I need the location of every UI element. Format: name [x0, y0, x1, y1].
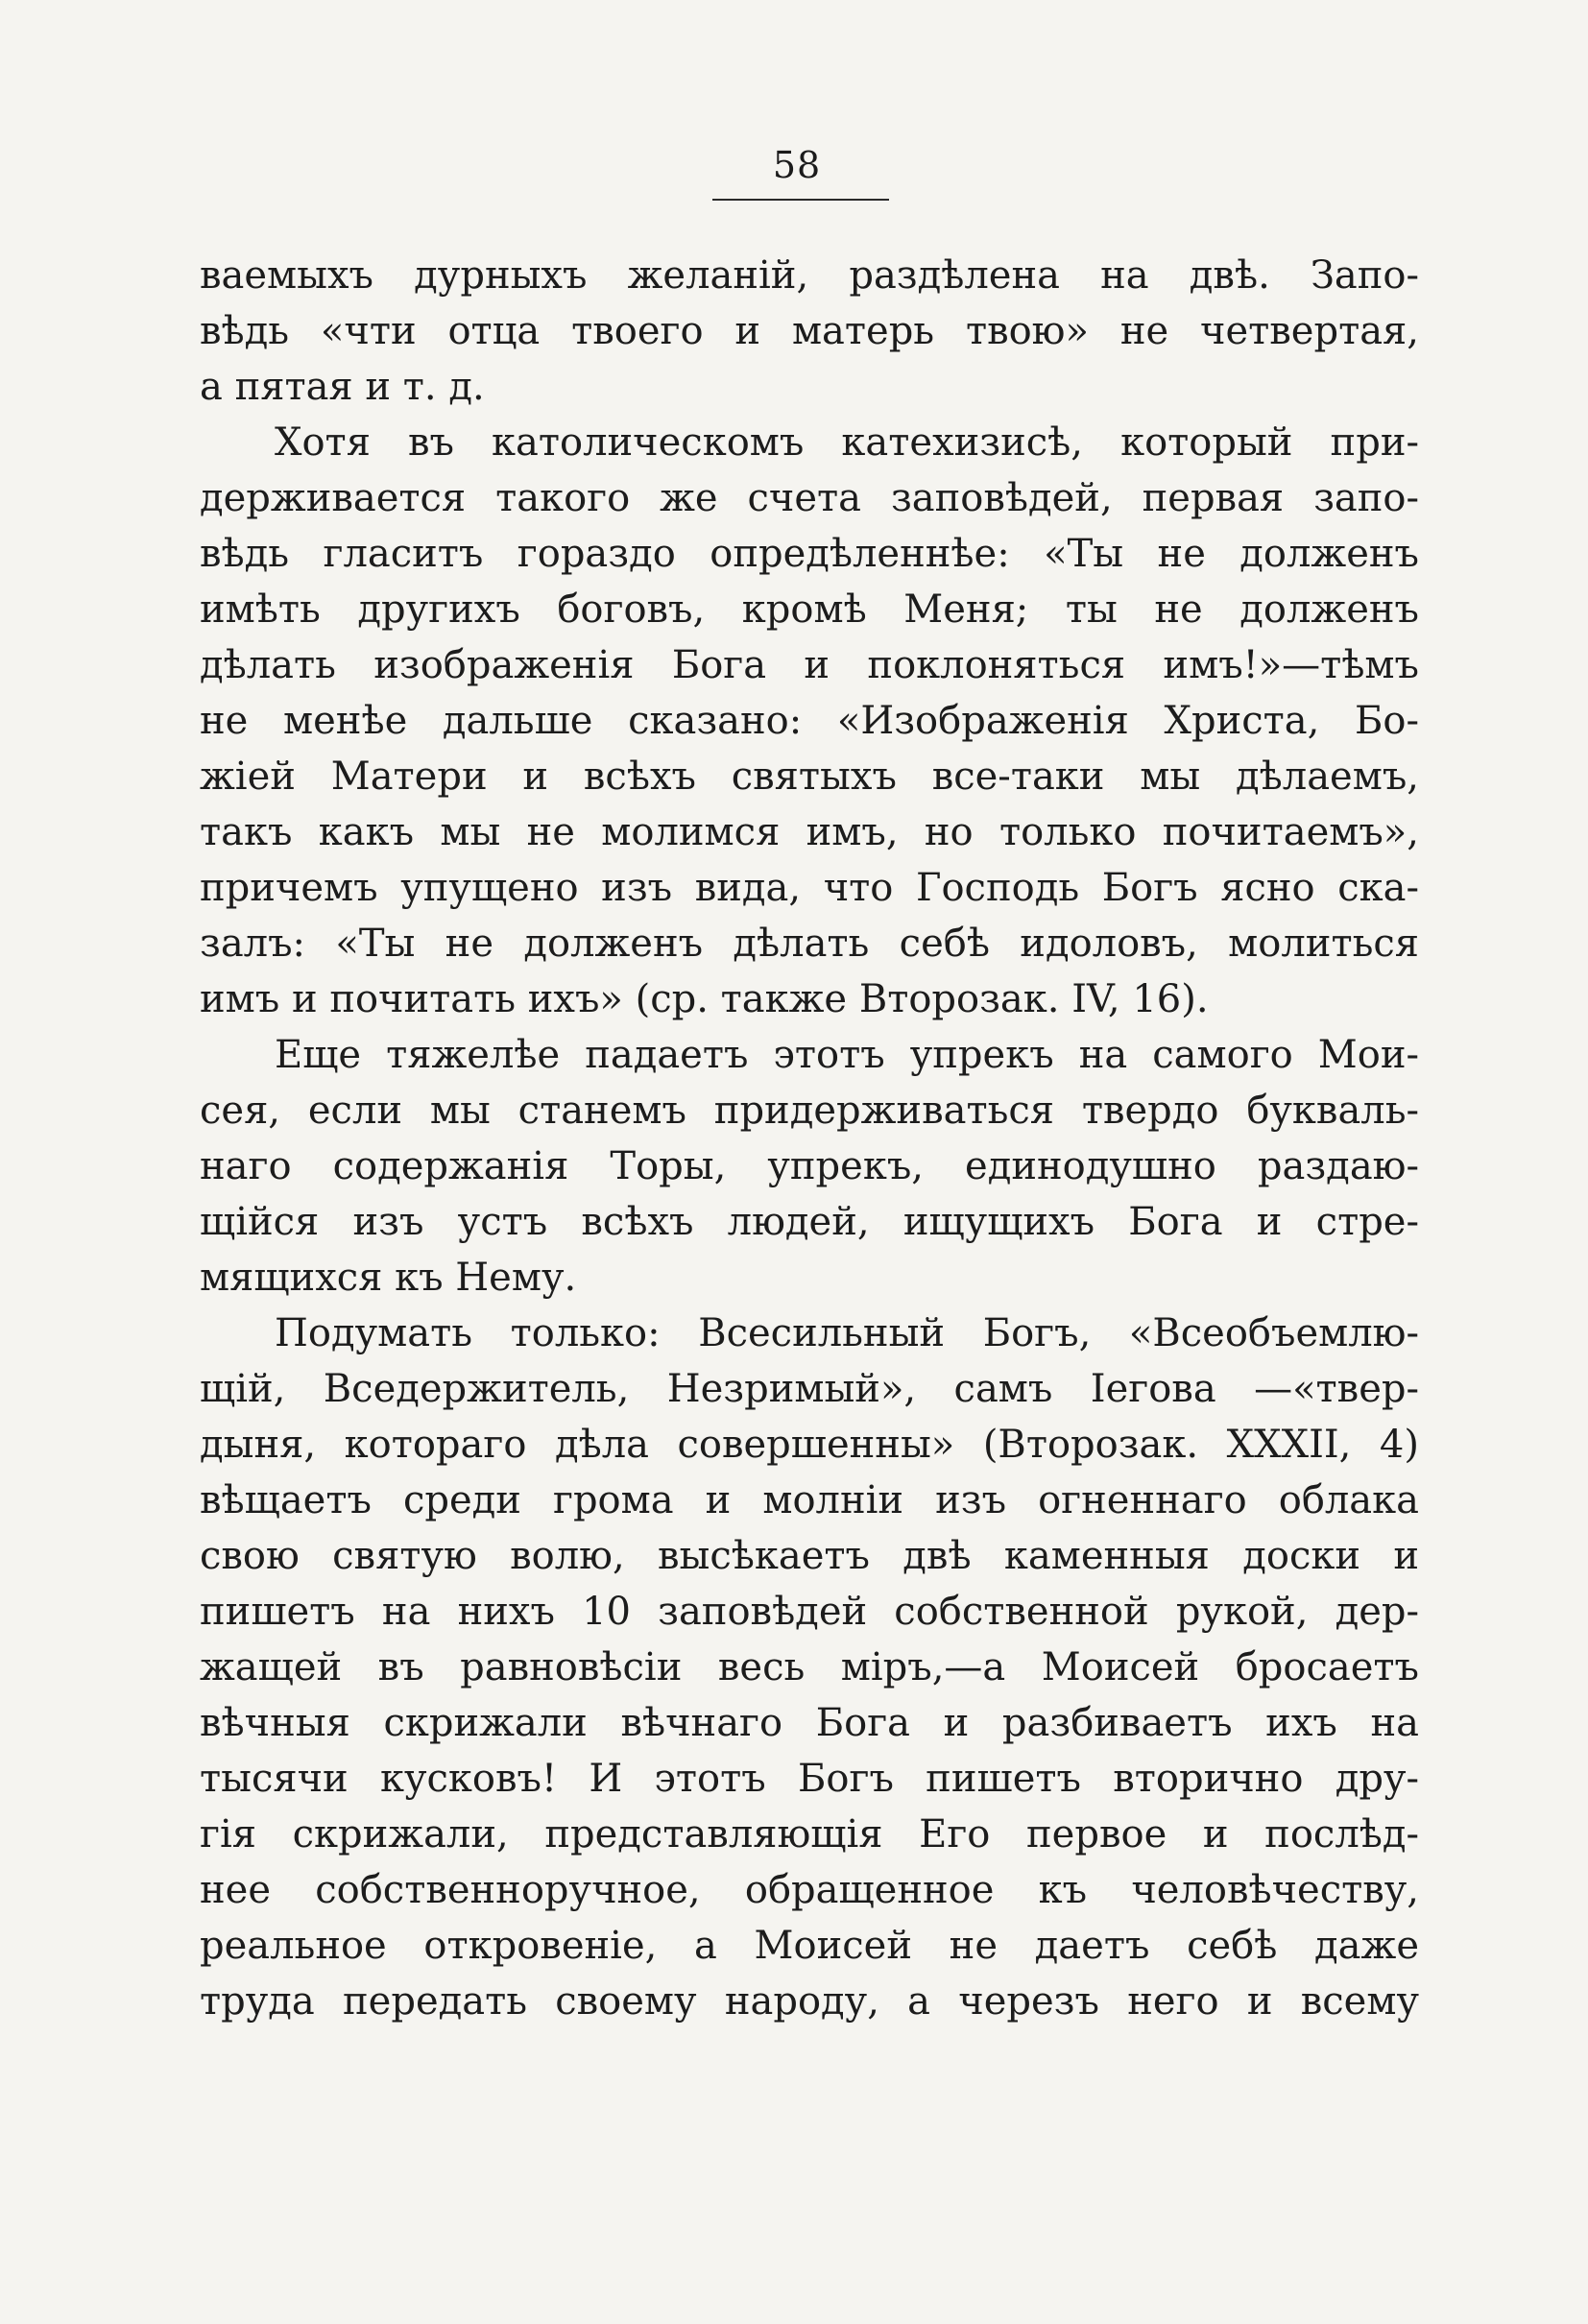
text-line: сея, если мы станемъ придерживаться твердо букваль- [200, 1089, 1419, 1133]
text-line: жащей въ равновѣсіи весь міръ,—а Моисей бросаетъ [200, 1645, 1419, 1689]
text-line: гія скрижали, представляющія Его первое и послѣд- [200, 1812, 1419, 1857]
text-line: а пятая и т. д. [200, 365, 485, 409]
text-line: наго содержанія Торы, упрекъ, единодушно раздаю- [200, 1144, 1419, 1188]
text-line: труда передать своему народу, а черезъ него и всему [200, 1979, 1419, 2024]
text-line: мящихся къ Нему. [200, 1256, 577, 1300]
text-line: причемъ упущено изъ вида, что Господь Богъ ясно ска- [200, 866, 1419, 910]
text-line: нее собственноручное, обращенное къ человѣчеству, [200, 1868, 1419, 1912]
text-line: имъ и почитать ихъ» (ср. также Второзак. IV, 16). [200, 977, 1209, 1021]
text-line: щійся изъ устъ всѣхъ людей, ищущихъ Бога и стре- [200, 1200, 1419, 1244]
text-line: вѣчныя скрижали вѣчнаго Бога и разбиваетъ ихъ на [200, 1701, 1419, 1745]
text-line: держивается такого же счета заповѣдей, первая запо- [200, 476, 1419, 520]
text-line: реальное откровеніе, а Моисей не даетъ себѣ даже [200, 1924, 1419, 1968]
text-line: вѣдь гласитъ гораздо опредѣленнѣе: «Ты не долженъ [200, 532, 1419, 576]
text-line: вѣщаетъ среди грома и молніи изъ огненнаго облака [200, 1478, 1419, 1522]
text-line: ваемыхъ дурныхъ желаній, раздѣлена на двѣ. Запо- [200, 253, 1419, 298]
page-number-rule [712, 199, 889, 201]
paragraph-first-line: Еще тяжелѣе падаетъ этотъ упрекъ на самого Мои- [275, 1033, 1419, 1077]
text-line: тысячи кусковъ! И этотъ Богъ пишетъ вторично дру- [200, 1757, 1419, 1801]
text-line: не менѣе дальше сказано: «Изображенія Христа, Бо- [200, 699, 1419, 743]
text-line: имѣть другихъ боговъ, кромѣ Меня; ты не долженъ [200, 587, 1419, 632]
page-number: 58 [772, 144, 822, 186]
text-line: такъ какъ мы не молимся имъ, но только почитаемъ», [200, 810, 1419, 854]
text-line: дѣлать изображенія Бога и поклоняться имъ!»—тѣмъ [200, 643, 1419, 687]
paragraph-first-line: Хотя въ католическомъ катехизисѣ, который при- [275, 420, 1419, 465]
text-line: дыня, котораго дѣла совершенны» (Второзак. XXXII, 4) [200, 1423, 1419, 1467]
text-line: щій, Вседержитель, Незримый», самъ Іегова —«твер- [200, 1367, 1419, 1411]
body-text [200, 248, 1419, 2029]
text-line: вѣдь «чти отца твоего и матерь твою» не четвертая, [200, 309, 1419, 353]
text-line: пишетъ на нихъ 10 заповѣдей собственной рукой, дер- [200, 1590, 1419, 1634]
text-line: залъ: «Ты не долженъ дѣлать себѣ идоловъ, молиться [200, 922, 1419, 966]
text-line: жіей Матери и всѣхъ святыхъ все-таки мы дѣлаемъ, [200, 755, 1419, 799]
text-line: свою святую волю, высѣкаетъ двѣ каменныя доски и [200, 1534, 1419, 1578]
paragraph-first-line: Подумать только: Всесильный Богъ, «Всеобъемлю- [275, 1311, 1419, 1355]
